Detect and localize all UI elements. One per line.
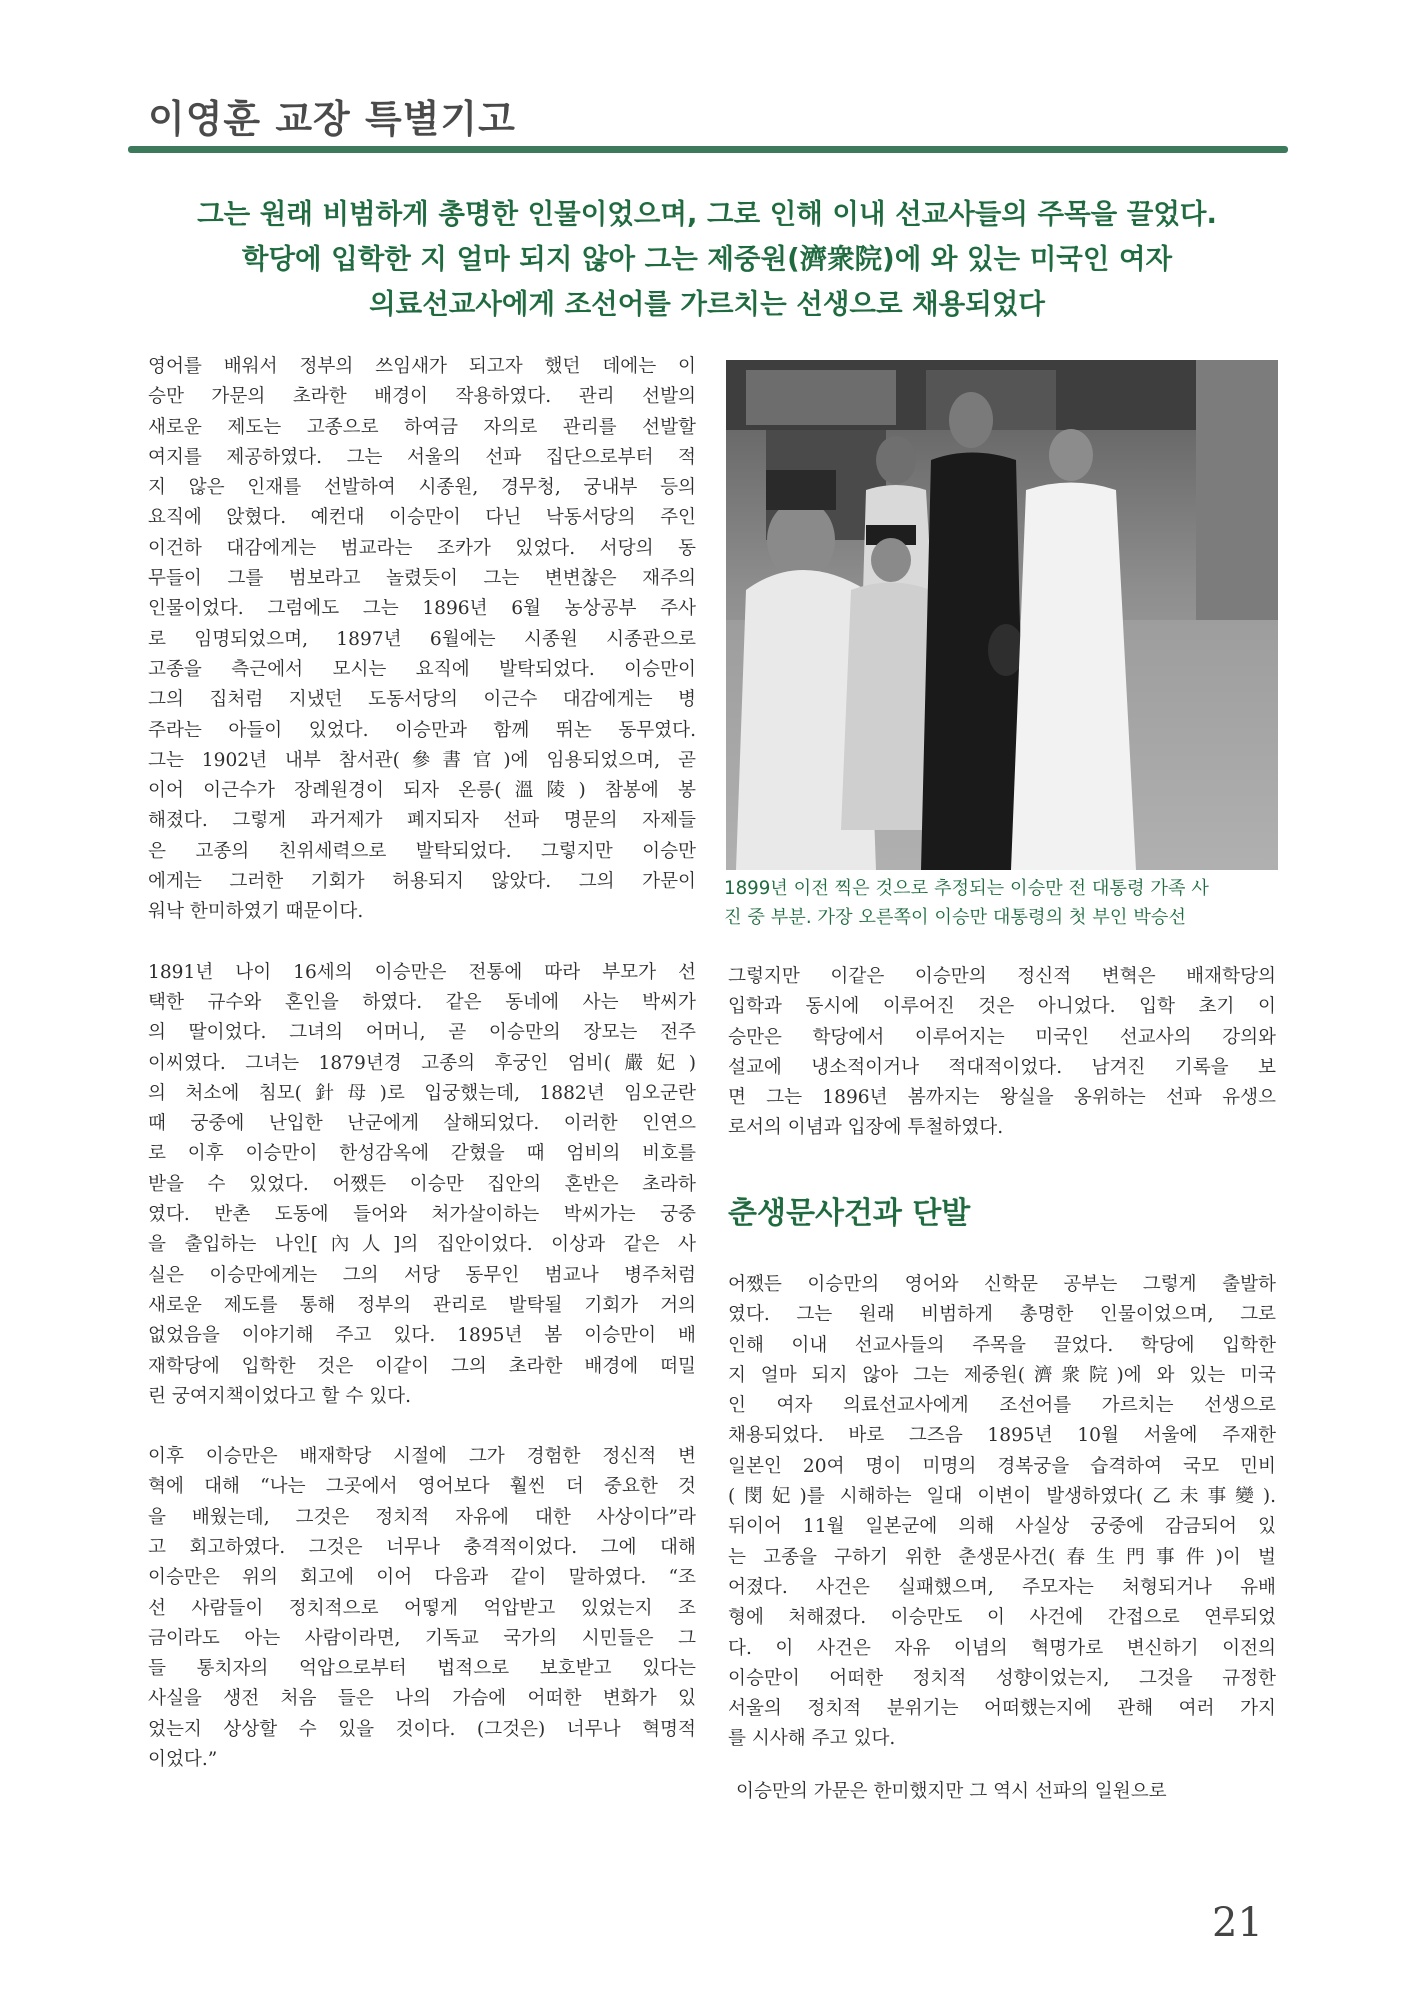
text-line: 지 얼마 되지 않아 그는 제중원(濟衆院)에 와 있는 미국: [728, 1364, 1276, 1386]
text-line: 설교에 냉소적이거나 적대적이었다. 남겨진 기록을 보: [728, 1056, 1276, 1078]
left-para-1: [148, 352, 696, 928]
pull-quote: [150, 192, 1264, 327]
text-line: 고 회고하였다. 그것은 너무나 충격적이었다. 그에 대해: [148, 1536, 696, 1558]
text-line: 인해 이내 선교사들의 주목을 끌었다. 학당에 입학한: [728, 1334, 1276, 1356]
text-line: 워낙 한미하였기 때문이다.: [148, 901, 364, 923]
text-line: 의 딸이었다. 그녀의 어머니, 곧 이승만의 장모는 전주: [148, 1022, 696, 1044]
text-line: 받을 수 있었다. 어쨌든 이승만 집안의 혼반은 초라하: [148, 1173, 696, 1195]
text-line: 로 이후 이승만이 한성감옥에 갇혔을 때 엄비의 비호를: [148, 1143, 696, 1165]
text-line: 는 고종을 구하기 위한 춘생문사건(春生門事件)이 벌: [728, 1546, 1276, 1568]
text-line: 사실을 생전 처음 들은 나의 가슴에 어떠한 변화가 있: [148, 1688, 696, 1710]
text-line: 금이라도 아는 사람이라면, 기독교 국가의 시민들은 그: [148, 1627, 696, 1649]
text-line: 영어를 배워서 정부의 쓰임새가 되고자 했던 데에는 이: [148, 356, 696, 377]
pull-quote-line: 그는 원래 비범하게 총명한 인물이었으며, 그로 인해 이내 선교사들의 주목을 끌었다.: [197, 198, 1217, 230]
text-line: 새로운 제도는 고종으로 하여금 자의로 관리를 선발할: [148, 416, 696, 438]
text-line: 인물이었다. 그럼에도 그는 1896년 6월 농상공부 주사: [148, 598, 696, 620]
text-line: 어졌다. 사건은 실패했으며, 주모자는 처형되거나 유배: [728, 1576, 1276, 1598]
text-line: 을 배웠는데, 그것은 정치적 자유에 대한 사상이다”라: [148, 1506, 696, 1528]
text-line: 어쨌든 이승만의 영어와 신학문 공부는 그렇게 출발하: [728, 1274, 1276, 1295]
text-line: 승만 가문의 초라한 배경이 작용하였다. 관리 선발의: [148, 386, 696, 408]
page-header-title: 이영훈 교장 특별기고: [148, 97, 516, 141]
text-line: 면 그는 1896년 봄까지는 왕실을 옹위하는 선파 유생으: [728, 1087, 1276, 1109]
left-para-2: [148, 958, 696, 1412]
text-line: 를 시사해 주고 있다.: [728, 1728, 896, 1750]
text-line: 을 출입하는 나인[內人]의 집안이었다. 이상과 같은 사: [148, 1234, 696, 1256]
right-para-2: [728, 1270, 1276, 1755]
text-line: 이승만의 가문은 한미했지만 그 역시 선파의 일원으로: [736, 1780, 1167, 1802]
text-line: 인 여자 의료선교사에게 조선어를 가르치는 선생으로: [728, 1395, 1276, 1417]
text-line: 로 임명되었으며, 1897년 6월에는 시종원 시종관으로: [148, 628, 696, 650]
text-line: 이후 이승만은 배재학당 시절에 그가 경험한 정신적 변: [148, 1446, 696, 1468]
text-line: 그의 집처럼 지냈던 도동서당의 이근수 대감에게는 병: [148, 689, 696, 711]
text-line: 이었다.”: [148, 1749, 218, 1771]
text-line: 요직에 앉혔다. 예컨대 이승만이 다닌 낙동서당의 주인: [148, 507, 696, 529]
left-column: [148, 352, 696, 1775]
text-line: 로서의 이념과 입장에 투철하였다.: [728, 1117, 1004, 1139]
text-line: 해졌다. 그렇게 과거제가 폐지되자 선파 명문의 자제들: [148, 810, 696, 832]
text-line: 입학과 동시에 이루어진 것은 아니었다. 입학 초기 이: [728, 996, 1276, 1018]
pull-quote-line: 의료선교사에게 조선어를 가르치는 선생으로 채용되었다: [369, 288, 1045, 320]
right-column-top: [728, 962, 1276, 1144]
text-line: 이승만이 어떠한 정치적 성향이었는지, 그것을 규정한: [728, 1667, 1276, 1689]
page-number: 21: [1212, 1900, 1263, 1946]
right-para-3: [728, 1777, 1276, 1807]
text-line: 서울의 정치적 분위기는 어떠했는지에 관해 여러 가지: [728, 1698, 1276, 1720]
header-rule: [128, 146, 1288, 153]
text-line: 승만은 학당에서 이루어지는 미국인 선교사의 강의와: [728, 1026, 1276, 1048]
text-line: 택한 규수와 혼인을 하였다. 같은 동네에 사는 박씨가: [148, 991, 696, 1013]
text-line: 고종을 측근에서 모시는 요직에 발탁되었다. 이승만이: [148, 658, 696, 680]
text-line: 이어 이근수가 장례원경이 되자 온릉(溫陵) 참봉에 봉: [148, 780, 696, 802]
text-line: 은 고종의 친위세력으로 발탁되었다. 그렇지만 이승만: [148, 840, 696, 862]
text-line: 1891년 나이 16세의 이승만은 전통에 따라 부모가 선: [148, 961, 696, 983]
text-line: 채용되었다. 바로 그즈음 1895년 10월 서울에 주재한: [728, 1425, 1276, 1447]
text-line: 일본인 20여 명이 미명의 경복궁을 습격하여 국모 민비: [728, 1455, 1276, 1477]
caption-line: 1899년 이전 찍은 것으로 추정되는 이승만 전 대통령 가족 사: [724, 878, 1209, 899]
photo-caption: [724, 874, 1284, 932]
text-line: 뒤이어 11월 일본군에 의해 사실상 궁중에 감금되어 있: [728, 1516, 1276, 1538]
text-line: 다. 이 사건은 자유 이념의 혁명가로 변신하기 이전의: [728, 1637, 1276, 1659]
text-line: 이승만은 위의 회고에 이어 다음과 같이 말하였다. “조: [148, 1567, 696, 1589]
text-line: 였다. 반촌 도동에 들어와 처가살이하는 박씨가는 궁중: [148, 1204, 696, 1226]
left-para-3: [148, 1442, 696, 1775]
section-heading: 춘생문사건과 단발: [728, 1196, 971, 1231]
text-line: 였다. 그는 원래 비범하게 총명한 인물이었으며, 그로: [728, 1304, 1276, 1326]
text-line: (閔妃)를 시해하는 일대 이변이 발생하였다(乙未事變).: [728, 1486, 1276, 1508]
text-line: 들 통치자의 억압으로부터 법적으로 보호받고 있다는: [148, 1658, 696, 1680]
text-line: 이건하 대감에게는 범교라는 조카가 있었다. 서당의 동: [148, 537, 696, 559]
text-line: 의 처소에 침모(針母)로 입궁했는데, 1882년 임오군란: [148, 1082, 696, 1104]
text-line: 여지를 제공하였다. 그는 서울의 선파 집단으로부터 적: [148, 446, 696, 468]
text-line: 그렇지만 이같은 이승만의 정신적 변혁은 배재학당의: [728, 966, 1276, 987]
family-photo: [726, 360, 1278, 870]
text-line: 없었음을 이야기해 주고 있다. 1895년 봄 이승만이 배: [148, 1325, 696, 1347]
text-line: 선 사람들이 정치적으로 어떻게 억압받고 있었는지 조: [148, 1597, 696, 1619]
caption-line: 진 중 부분. 가장 오른쪽이 이승만 대통령의 첫 부인 박승선: [724, 907, 1186, 928]
text-line: 었는지 상상할 수 있을 것이다. (그것은) 너무나 혁명적: [148, 1718, 696, 1740]
right-column-bottom: [728, 1270, 1276, 1807]
text-line: 혁에 대해 “나는 그곳에서 영어보다 훨씬 더 중요한 것: [148, 1476, 696, 1498]
text-line: 때 궁중에 난입한 난군에게 살해되었다. 이러한 인연으: [148, 1113, 696, 1135]
text-line: 새로운 제도를 통해 정부의 관리로 발탁될 기회가 거의: [148, 1294, 696, 1316]
text-line: 이씨였다. 그녀는 1879년경 고종의 후궁인 엄비(嚴妃): [148, 1052, 696, 1074]
pull-quote-line: 학당에 입학한 지 얼마 되지 않아 그는 제중원(濟衆院)에 와 있는 미국인 여자: [241, 243, 1173, 275]
text-line: 그는 1902년 내부 참서관(參書官)에 임용되었으며, 곧: [148, 749, 696, 771]
family-photo-illustration: [726, 360, 1278, 870]
text-line: 에게는 그러한 기회가 허용되지 않았다. 그의 가문이: [148, 871, 696, 893]
text-line: 형에 처해졌다. 이승만도 이 사건에 간접으로 연루되었: [728, 1607, 1276, 1629]
text-line: 무들이 그를 범보라고 놀렸듯이 그는 변변찮은 재주의: [148, 568, 696, 590]
text-line: 린 궁여지책이었다고 할 수 있다.: [148, 1385, 412, 1407]
text-line: 주라는 아들이 있었다. 이승만과 함께 뛰논 동무였다.: [148, 719, 696, 741]
text-line: 지 않은 인재를 선발하여 시종원, 경무청, 궁내부 등의: [148, 477, 696, 499]
text-line: 재학당에 입학한 것은 이같이 그의 초라한 배경에 떠밀: [148, 1355, 696, 1377]
text-line: 실은 이승만에게는 그의 서당 동무인 범교나 병주처럼: [148, 1264, 696, 1286]
